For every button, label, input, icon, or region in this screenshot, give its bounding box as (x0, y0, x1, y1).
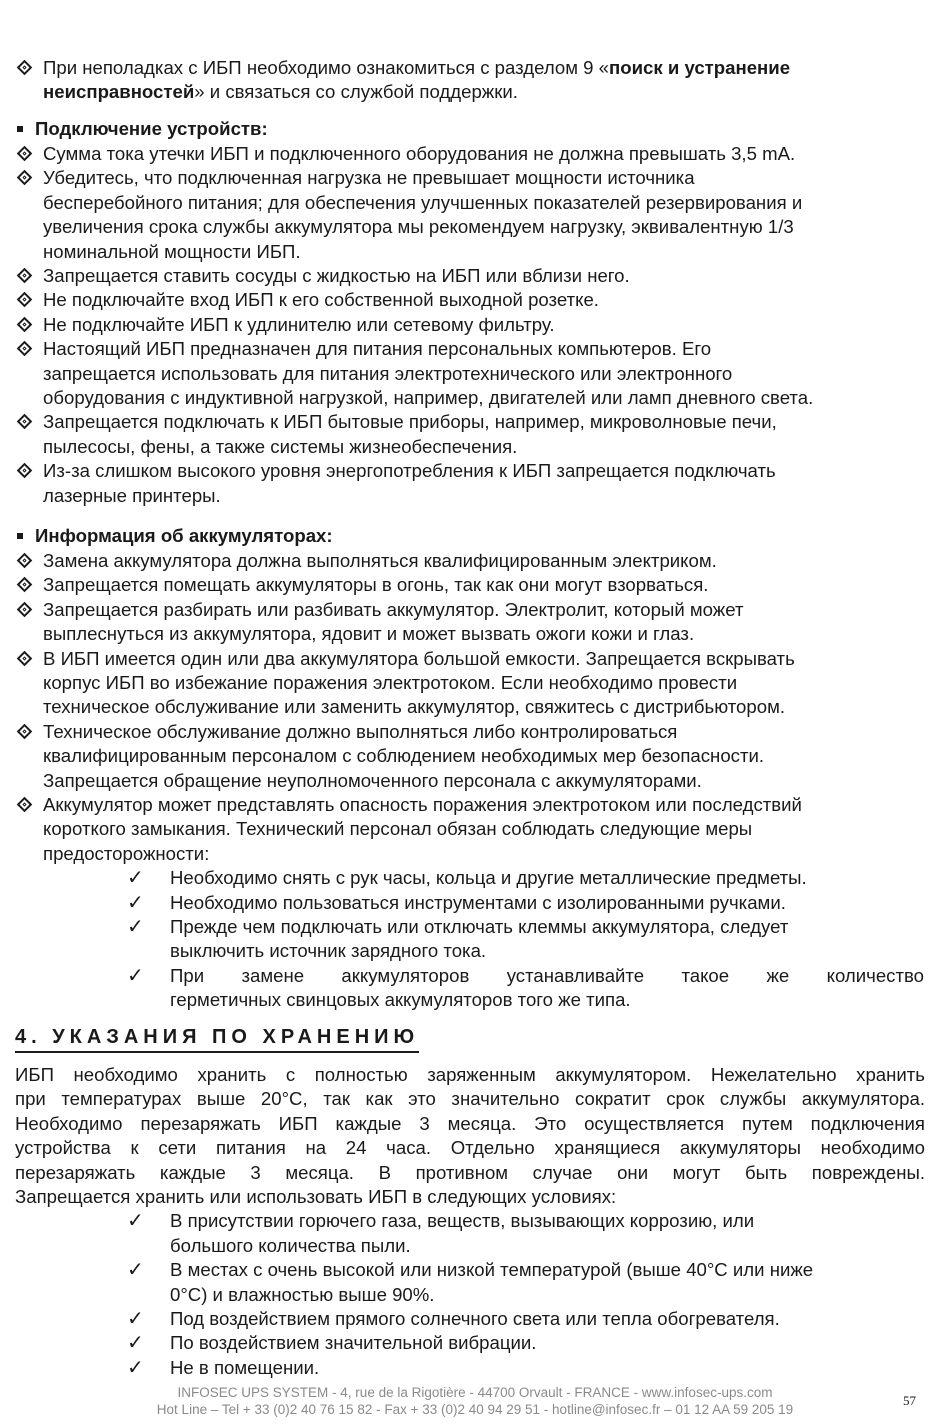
checkmark-icon: ✓ (127, 865, 144, 890)
square-bullet-icon (17, 533, 23, 539)
list-item-line: герметичных свинцовых аккумуляторов того же типа. (170, 989, 631, 1011)
checkmark-icon: ✓ (127, 914, 144, 938)
list-item-line: Настоящий ИБП предназначен для питания персональных компьютеров. Его (43, 338, 712, 360)
list-item-line: Из-за слишком высокого уровня энергопотребления к ИБП запрещается подключать (43, 460, 776, 482)
diamond-bullet-icon (17, 577, 33, 593)
diamond-bullet-icon (17, 553, 33, 569)
list-item-line: пылесосы, фены, а также системы жизнеобеспечения. (43, 435, 518, 457)
list-item-line: Необходимо пользоваться инструментами с изолированными ручками. (170, 891, 786, 913)
diamond-bullet-icon (17, 146, 33, 162)
list-item-line: В местах с очень высокой или низкой температурой (выше 40°C или ниже (170, 1259, 814, 1281)
diamond-bullet-icon (17, 414, 33, 430)
diamond-bullet-icon (17, 602, 33, 618)
list-item-line: Запрещается разбирать или разбивать аккумулятор. Электролит, который может (43, 598, 744, 620)
list-item-line: выключить источник зарядного тока. (170, 940, 487, 962)
list-item-line: Аккумулятор может представлять опасность поражения электротоком или последствий (43, 794, 802, 815)
checkmark-icon: ✓ (127, 1330, 144, 1355)
list-item-line: корпус ИБП во избежание поражения электротоком. Если необходимо провести (43, 672, 738, 693)
checkmark-icon: ✓ (127, 1208, 144, 1233)
checkmark-icon: ✓ (127, 1354, 144, 1379)
paragraph-line: при температурах выше 20°C, так как это значительно сократит срок службы аккумулятора. (15, 1088, 925, 1110)
list-item-line: квалифицированным персоналом с соблюдением необходимых мер безопасности. (43, 745, 765, 767)
list-item-line: бесперебойного питания; для обеспечения улучшенных показателей резервирования и (43, 191, 803, 213)
list-item-line: По воздействием значительной вибрации. (170, 1332, 537, 1354)
diamond-bullet-icon (17, 268, 33, 284)
checkmark-icon: ✓ (127, 1306, 144, 1330)
diamond-bullet-icon (17, 650, 33, 666)
list-item-line: большого количества пыли. (170, 1234, 411, 1256)
paragraph-line: Необходимо перезаряжать ИБП каждые 3 месяца. Это осуществляется путем подключения (15, 1112, 925, 1134)
list-item-line: техническое обслуживание или заменить аккумулятор, свяжитесь с дистрибьютором. (43, 696, 786, 718)
list-item-line: Запрещается ставить сосуды с жидкостью на ИБП или вблизи него. (43, 265, 630, 286)
batteries-heading: Информация об аккумуляторах: (35, 525, 333, 546)
list-item-line: Запрещается помещать аккумуляторы в огонь, так как они могут взорваться. (43, 574, 709, 596)
list-item-line: Не в помещении. (170, 1356, 320, 1378)
footer-contacts: Hot Line – Tel + 33 (0)2 40 76 15 82 - Fax + 33 (0)2 40 94 29 51 - hotline@infosec.fr – 01 12 AA 59 205 19 (156, 1402, 794, 1417)
list-item-line: Убедитесь, что подключенная нагрузка не превышает мощности источника (43, 167, 695, 189)
diamond-bullet-icon (17, 724, 33, 740)
list-item-line: Необходимо снять с рук часы, кольца и другие металлические предметы. (170, 867, 807, 889)
diamond-bullet-icon (17, 797, 33, 813)
diamond-bullet-icon (17, 463, 33, 479)
list-item-line: Не подключайте ИБП к удлинителю или сетевому фильтру. (43, 313, 555, 335)
list-item-line: Прежде чем подключать или отключать клеммы аккумулятора, следует (170, 916, 789, 937)
diamond-bullet-icon (17, 292, 33, 308)
list-item-line: Запрещается обращение неуполномоченного персонала с аккумуляторами. (43, 769, 702, 791)
intro-bold: поиск и устранение (609, 57, 791, 78)
list-item-line: лазерные принтеры. (43, 484, 221, 506)
list-item-line: Сумма тока утечки ИБП и подключенного оборудования не должна превышать 3,5 mA. (43, 143, 796, 164)
intro-text: При неполадках с ИБП необходимо ознакомиться с разделом 9 « (43, 57, 610, 78)
paragraph-line: перезаряжать каждые 3 месяца. В противном случае они могут быть повреждены. (15, 1161, 925, 1183)
paragraph-line: Запрещается хранить или использовать ИБП в следующих условиях: (15, 1186, 617, 1207)
diamond-bullet-icon (17, 170, 33, 186)
storage-title: 4. УКАЗАНИЯ ПО ХРАНЕНИЮ (15, 1024, 419, 1053)
list-item-line: выплеснуться из аккумулятора, ядовит и может вызвать ожоги кожи и глаз. (43, 623, 695, 645)
list-item-line: запрещается использовать для питания электротехнического или электронного (43, 362, 733, 384)
footer-address: INFOSEC UPS SYSTEM - 4, rue de la Rigotière - 44700 Orvault - FRANCE - www.infosec-ups.com (177, 1385, 773, 1400)
list-item-line: Техническое обслуживание должно выполняться либо контролироваться (43, 720, 678, 742)
checkmark-icon: ✓ (127, 962, 144, 987)
list-item-line: Запрещается подключать к ИБП бытовые приборы, например, микроволновые печи, (43, 411, 777, 433)
diamond-bullet-icon (17, 60, 33, 76)
list-item-line: номинальной мощности ИБП. (43, 240, 301, 262)
list-item-line: оборудования с индуктивной нагрузкой, например, двигателей или ламп дневного света. (43, 387, 814, 408)
list-item-line: 0°C) и влажностью выше 90%. (170, 1283, 435, 1305)
list-item-line: Под воздействием прямого солнечного света или тепла обогревателя. (170, 1308, 780, 1329)
list-item-line: предосторожности: (43, 842, 210, 864)
devices-heading: Подключение устройств: (35, 118, 268, 139)
list-item-line: В ИБП имеется один или два аккумулятора большой емкости. Запрещается вскрывать (43, 647, 795, 669)
intro-bold-2: неисправностей (43, 81, 195, 102)
page-number: 57 (903, 1393, 916, 1408)
square-bullet-icon (17, 126, 23, 132)
list-item-line: При замене аккумуляторов устанавливайте такое же количество (170, 964, 924, 986)
paragraph-line: устройства к сети питания на 24 часа. Отдельно хранящиеся аккумуляторы необходимо (15, 1137, 925, 1159)
list-item-line: Замена аккумулятора должна выполняться квалифицированным электриком. (43, 550, 717, 571)
list-item-line: короткого замыкания. Технический персонал обязан соблюдать следующие меры (43, 818, 753, 840)
list-item-line: увеличения срока службы аккумулятора мы рекомендуем нагрузку, эквивалентную 1/3 (43, 216, 794, 238)
intro-text-2: » и связаться со службой поддержки. (194, 81, 518, 102)
list-item-line: В присутствии горючего газа, веществ, вызывающих коррозию, или (170, 1210, 755, 1232)
checkmark-icon: ✓ (127, 889, 144, 914)
diamond-bullet-icon (17, 317, 33, 333)
diamond-bullet-icon (17, 341, 33, 357)
paragraph-line: ИБП необходимо хранить с полностью заряженным аккумулятором. Нежелательно хранить (15, 1064, 925, 1085)
checkmark-icon: ✓ (127, 1257, 144, 1282)
list-item-line: Не подключайте вход ИБП к его собственной выходной розетке. (43, 289, 599, 311)
